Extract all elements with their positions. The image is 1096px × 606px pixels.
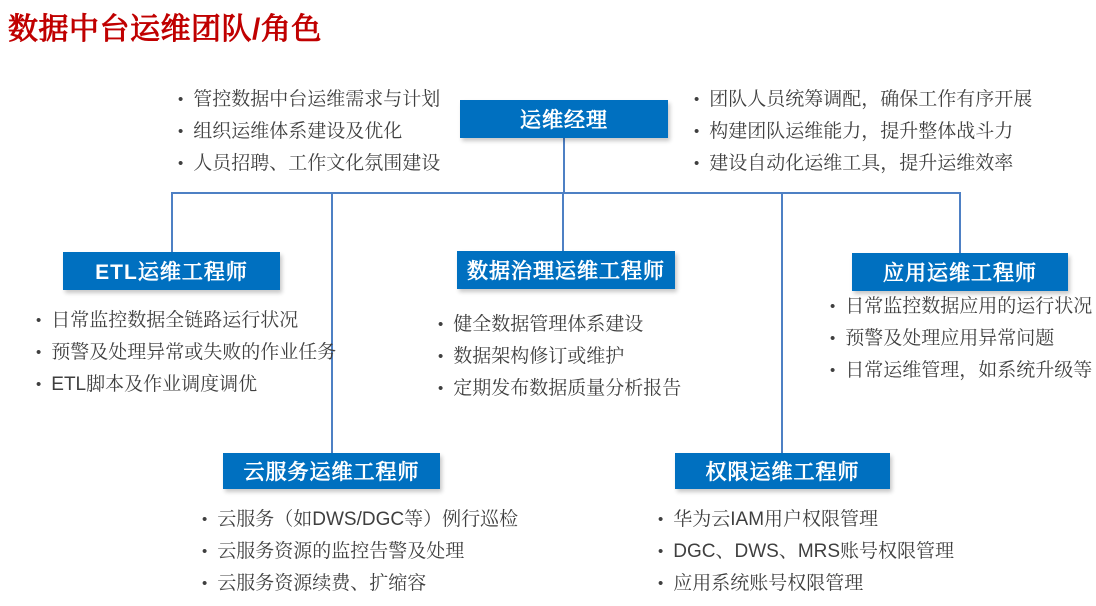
duty-text: • 预警及处理应用异常问题	[845, 328, 1055, 349]
duty-text: • 云服务资源续费、扩缩容	[217, 573, 427, 594]
duty-text: • ETL脚本及作业调度调优	[51, 374, 258, 395]
node-app-ops-engineer-label: 应用运维工程师	[883, 262, 1037, 285]
node-ops-manager	[460, 100, 668, 138]
duty-text: • 健全数据管理体系建设	[453, 314, 644, 335]
duty-text: • 云服务（如DWS/DGC等）例行巡检	[217, 509, 519, 530]
node-cloud-ops-engineer	[223, 453, 440, 489]
connector-app-drop	[959, 192, 961, 254]
list-item	[202, 573, 537, 595]
connector-manager-drop	[563, 138, 565, 193]
list-item	[36, 342, 381, 364]
app-duty-list	[830, 296, 1096, 392]
list-item	[830, 360, 1096, 382]
duty-text: • 管控数据中台运维需求与计划	[193, 89, 441, 110]
duty-text: • 云服务资源的监控告警及处理	[217, 541, 465, 562]
connector-horizontal-bus	[171, 192, 961, 194]
duty-text: • 华为云IAM用户权限管理	[673, 509, 879, 530]
duty-text: • 团队人员统筹调配，确保工作有序开展	[709, 89, 1033, 110]
manager-right-duty-list	[694, 89, 1094, 185]
connector-perm-drop	[781, 192, 783, 454]
list-item	[202, 541, 537, 563]
node-permission-ops-engineer	[675, 453, 890, 489]
perm-duty-list	[658, 509, 998, 605]
connector-etl-drop	[171, 192, 173, 253]
etl-duty-list	[36, 310, 381, 406]
list-item	[202, 509, 537, 531]
node-cloud-ops-engineer-label: 云服务运维工程师	[243, 461, 420, 484]
node-data-governance-engineer-label: 数据治理运维工程师	[467, 260, 665, 283]
duty-text: • 组织运维体系建设及优化	[193, 121, 403, 142]
list-item	[438, 346, 753, 368]
governance-duty-list	[438, 314, 753, 410]
list-item	[36, 374, 381, 396]
list-item	[36, 310, 381, 332]
list-item	[658, 573, 998, 595]
node-etl-engineer-label: ETL运维工程师	[95, 261, 248, 284]
node-etl-engineer	[63, 252, 280, 290]
list-item	[438, 378, 753, 400]
node-permission-ops-engineer-label: 权限运维工程师	[705, 461, 860, 484]
cloud-duty-list	[202, 509, 537, 605]
duty-text: • 人员招聘、工作文化氛围建设	[193, 153, 441, 174]
duty-text: • 定期发布数据质量分析报告	[453, 378, 682, 399]
list-item	[830, 328, 1096, 350]
list-item	[178, 121, 488, 143]
list-item	[694, 153, 1094, 175]
duty-text: • DGC、DWS、MRS账号权限管理	[673, 541, 955, 562]
duty-text: • 日常监控数据应用的运行状况	[845, 296, 1093, 317]
node-app-ops-engineer	[852, 253, 1068, 291]
connector-governance-drop	[562, 192, 564, 252]
list-item	[658, 509, 998, 531]
node-ops-manager-label: 运维经理	[520, 109, 608, 132]
duty-text: • 日常监控数据全链路运行状况	[51, 310, 299, 331]
list-item	[438, 314, 753, 336]
duty-text: • 日常运维管理，如系统升级等	[845, 360, 1093, 381]
manager-left-duty-list	[178, 89, 488, 185]
list-item	[694, 89, 1094, 111]
duty-text: • 建设自动化运维工具，提升运维效率	[709, 153, 1014, 174]
duty-text: • 预警及处理异常或失败的作业任务	[51, 342, 337, 363]
list-item	[178, 89, 488, 111]
duty-text: • 应用系统账号权限管理	[673, 573, 864, 594]
duty-text: • 数据架构修订或维护	[453, 346, 625, 367]
node-data-governance-engineer	[457, 251, 675, 289]
list-item	[658, 541, 998, 563]
list-item	[178, 153, 488, 175]
page-title: 数据中台运维团队/角色	[8, 13, 322, 46]
duty-text: • 构建团队运维能力，提升整体战斗力	[709, 121, 1014, 142]
list-item	[830, 296, 1096, 318]
list-item	[694, 121, 1094, 143]
